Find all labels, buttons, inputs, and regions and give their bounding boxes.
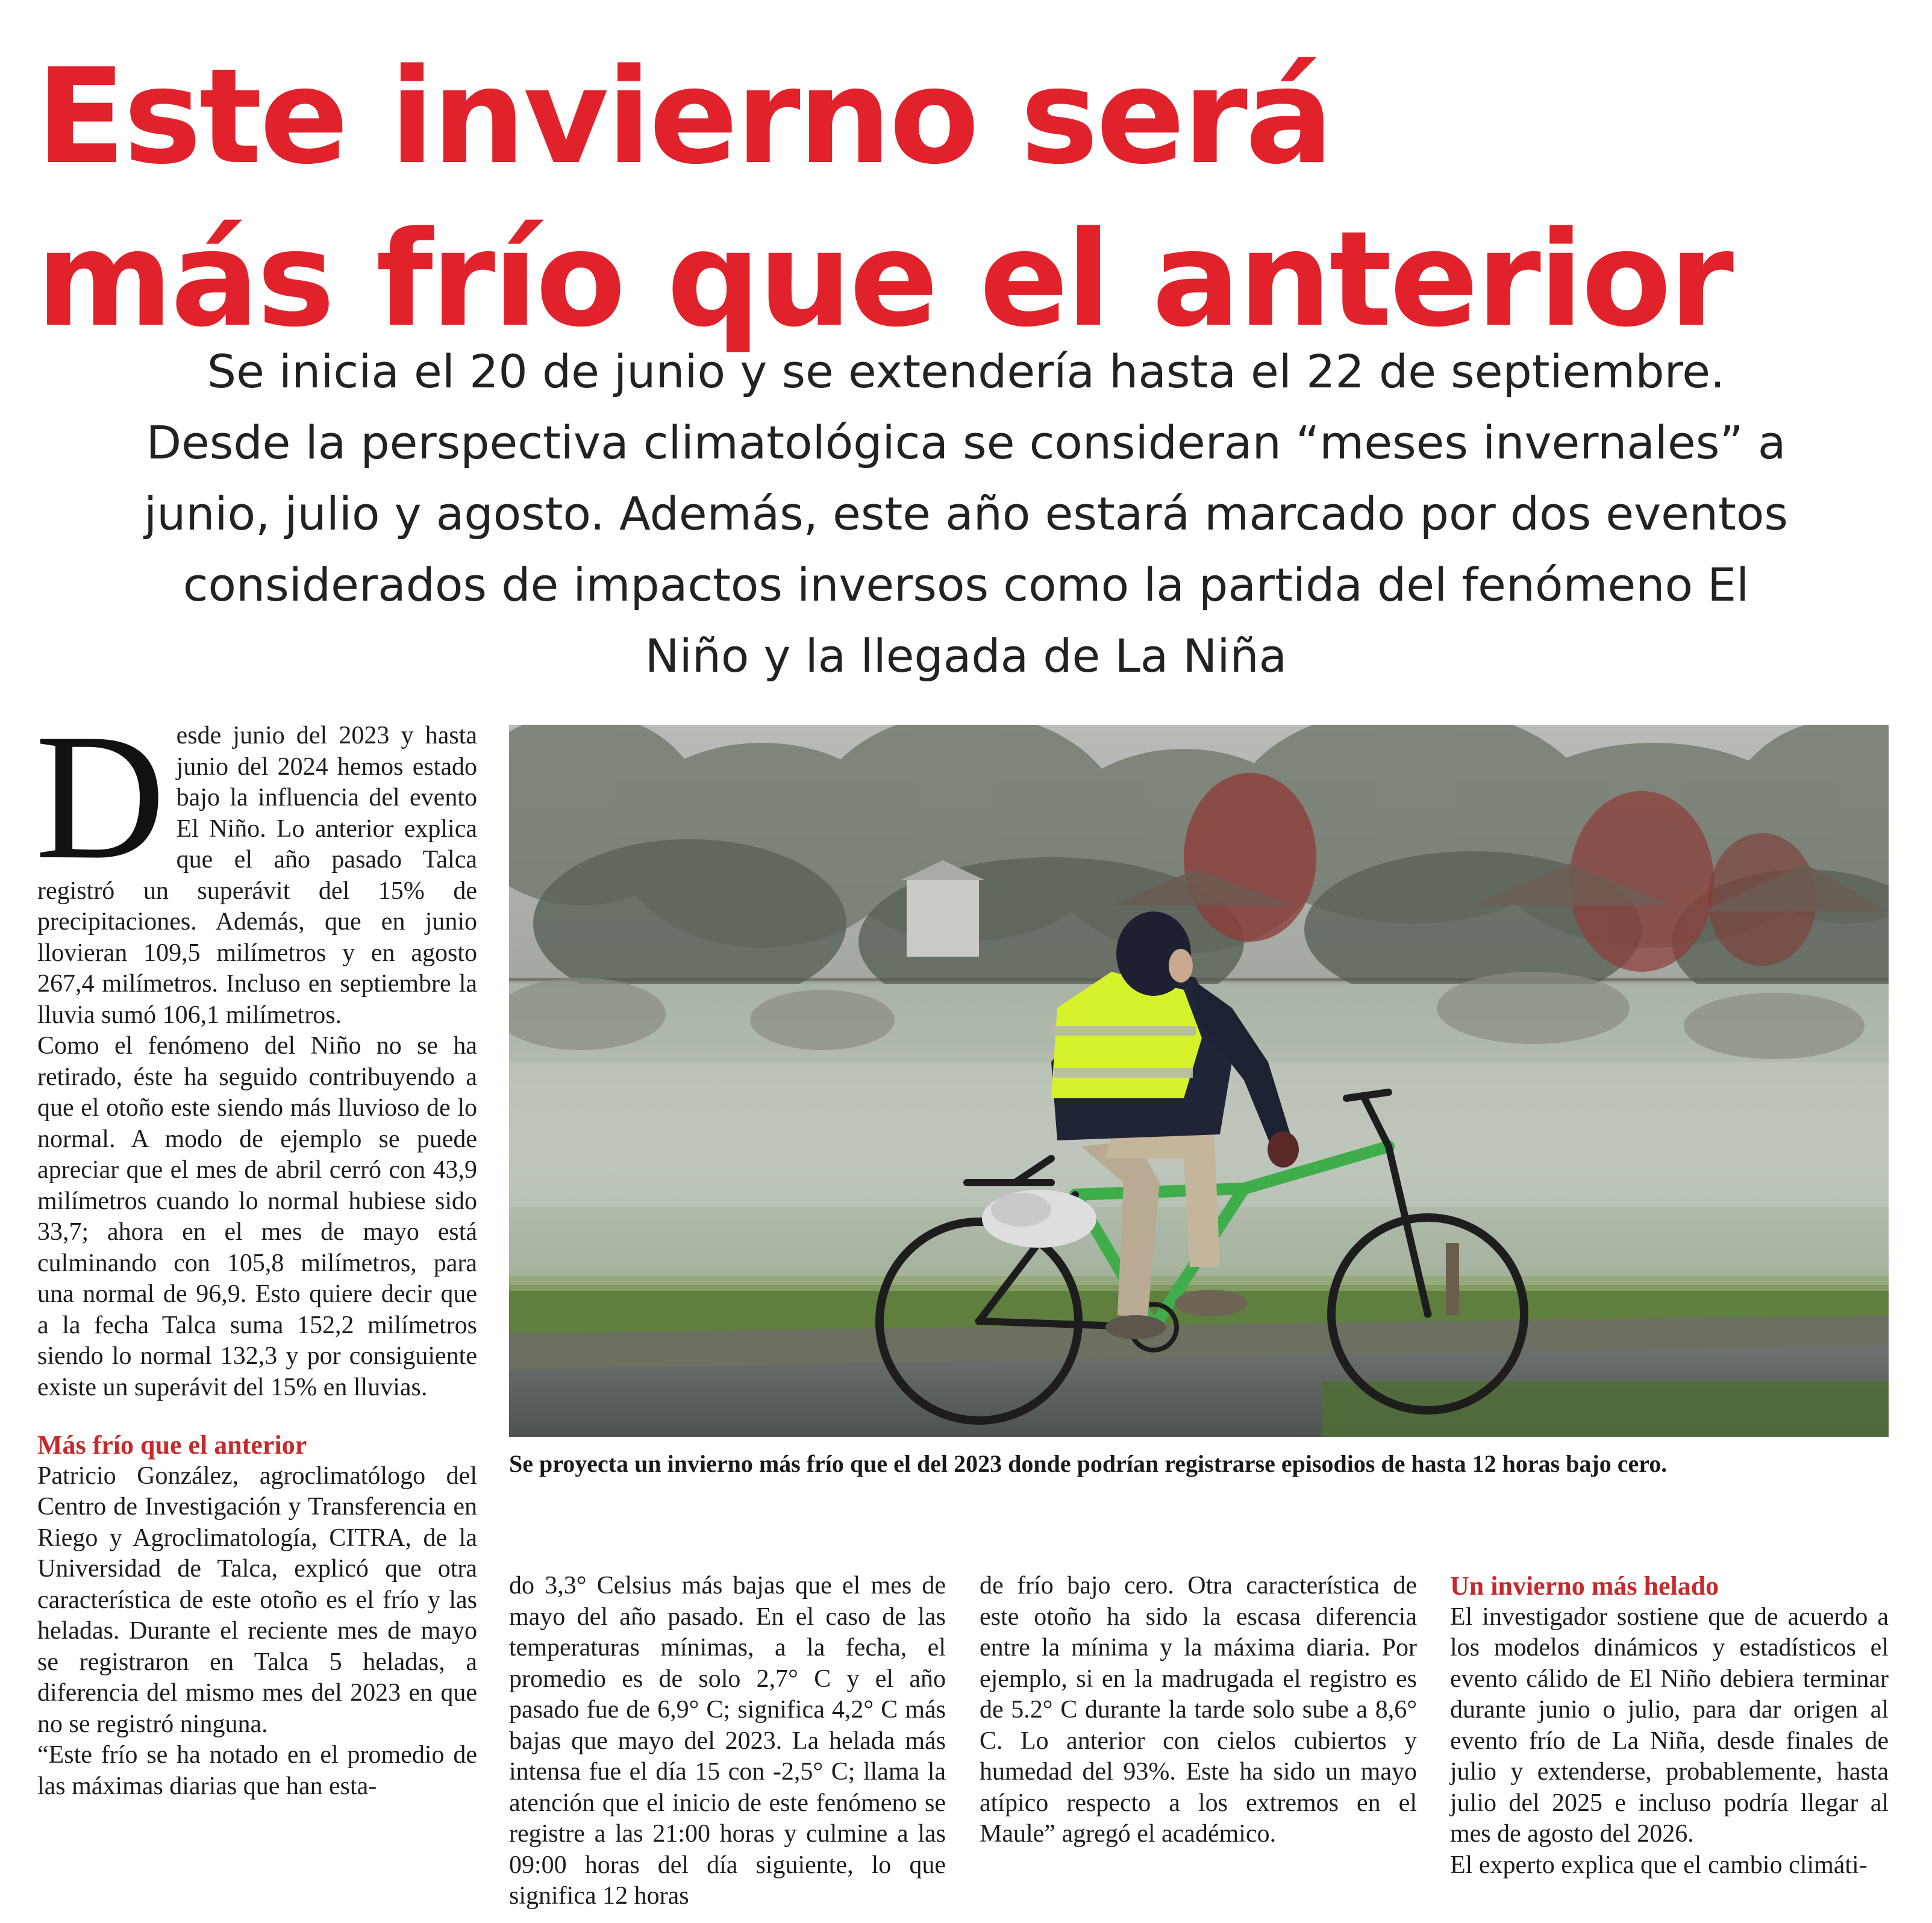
headline-line-2: más frío que el anterior — [36, 204, 1732, 356]
drop-cap: D — [35, 696, 166, 896]
article-paragraph: El experto explica que el cambio climáti- — [1450, 1851, 1868, 1879]
headline-line-1: Este invierno será — [36, 41, 1331, 193]
subheadline — [30, 336, 1902, 692]
article-paragraph: de frío bajo cero. Otra característica de este otoño ha sido la escasa diferencia entre la mínima y la máxima diaria. Por ejemplo, si en la madrugada el registro es de 5.2° C durante la tarde solo sube a 8,6° C. Lo anterior con cielos cubiertos y humedad del 93%. Este ha sido un mayo atípico respecto a los extremos en el Maule” agregó el académico. — [980, 1572, 1417, 1848]
headline — [36, 36, 1904, 361]
section-subtitle-mas-frio: Más frío que el anterior — [37, 1430, 307, 1460]
subheadline-line-2: Desde la perspectiva climatológica se consideran “meses invernales” a — [146, 416, 1786, 469]
subheadline-line-5: Niño y la llegada de La Niña — [645, 629, 1287, 683]
article-paragraph: Como el fenómeno del Niño no se ha retirado, éste ha seguido contribuyendo a que el otoño este siendo más lluvioso de lo normal. A modo de ejemplo se puede apreciar que el mes de abril cerró con 43,9 milímetros cuando lo normal hubiese sido 33,7; ahora en el mes de mayo está culminando con 105,8 milímetros, para una normal de 96,9. Esto quiere decir que a la fecha Talca suma 152,2 milímetros siendo lo normal 132,3 y por consiguiente existe un superávit del 15% en lluvias. — [37, 1032, 477, 1401]
article-paragraph: “Este frío se ha notado en el promedio de las máximas diarias que han esta- — [37, 1741, 477, 1800]
subheadline-line-3: junio, julio y agosto. Además, este año estará marcado por dos eventos — [144, 487, 1788, 540]
article-paragraph: El investigador sostiene que de acuerdo a los modelos dinámicos y estadísticos el evento cálido de El Niño debiera terminar durante junio o julio, para dar origen al evento frío de La Niña, desde finales de julio y extenderse, probablemente, hasta julio del 2025 e incluso podría llegar al mes de agosto del 2026. — [1450, 1602, 1889, 1848]
article-column-1 — [35, 696, 477, 1802]
article-column-2 — [509, 1571, 946, 1912]
article-paragraph: do 3,3° Celsius más bajas que el mes de mayo del año pasado. En el caso de las temperaturas mínimas, a la fecha, el promedio es de solo 2,7° C y el año pasado fue de 6,9° C; significa 4,2° C más bajas que mayo del 2023. La helada más intensa fue el día 15 con -2,5° C; llama la atención que el inicio de este fenómeno se registre a las 21:00 horas y culmine a las 09:00 horas del día siguiente, lo que significa 12 horas — [509, 1572, 946, 1910]
subheadline-line-4: considerados de impactos inversos como la partida del fenómeno El — [183, 558, 1749, 611]
article-paragraph: Patricio González, agroclimatólogo del Centro de Investigación y Transferencia en Riego y Agroclimatología, CITRA, de la Universidad de Talca, explicó que otra característica de este otoño es el frío y las heladas. Durante el reciente mes de mayo se registraron en Talca 5 heladas, a diferencia del mismo mes del 2023 en que no se registró ninguna. — [37, 1462, 477, 1738]
article-paragraph: esde junio del 2023 y hasta junio del 2024 hemos estado bajo la influencia del evento El Niño. Lo anterior explica que el año pasado Talca registró un superávit del 15% de precipitaciones. Además, que en junio llovieran 109,5 milímetros y en agosto 267,4 milímetros. Incluso en septiembre la lluvia sumó 106,1 milímetros. — [37, 722, 477, 1029]
article-column-3 — [980, 1571, 1417, 1850]
subheadline-line-1: Se inicia el 20 de junio y se extendería hasta el 22 de septiembre. — [207, 345, 1725, 398]
photo-caption: Se proyecta un invierno más frío que el del 2023 donde podrían registrarse episodios de hasta 12 horas bajo cero. — [509, 1450, 1668, 1477]
article-photo — [509, 725, 1889, 1437]
article-column-4 — [1450, 1571, 1889, 1881]
section-subtitle-invierno-helado: Un invierno más helado — [1450, 1571, 1719, 1601]
